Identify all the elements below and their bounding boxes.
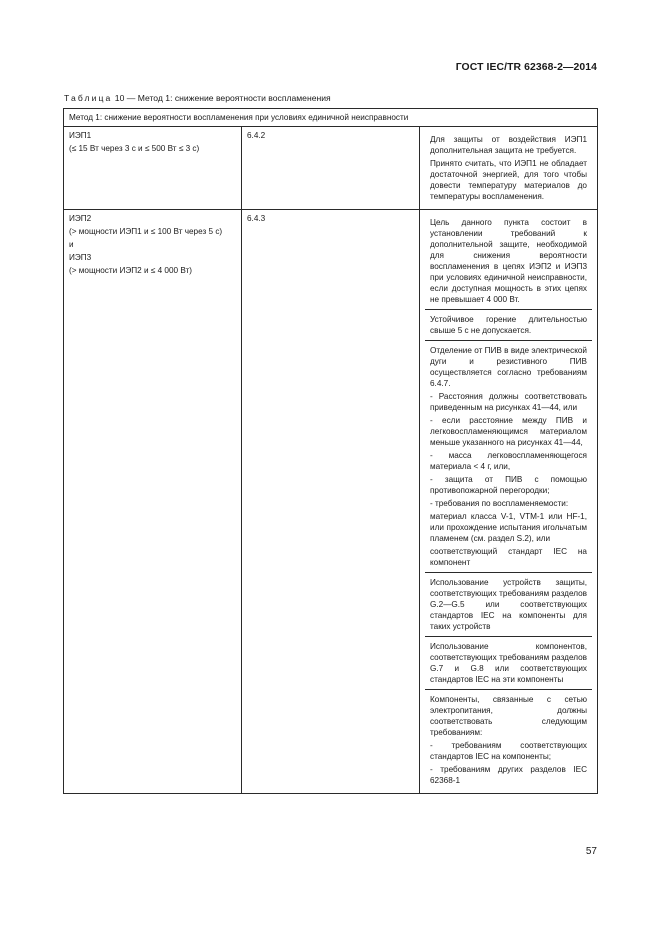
requirement-block <box>425 340 592 572</box>
requirement-text: - если расстояние между ПИВ и легковоспламеняющимся материалом меньше указанного на рисунках 41—44, <box>430 416 587 447</box>
merged-header-cell: Метод 1: снижение вероятности воспламенения при условиях единичной неисправности <box>64 109 598 127</box>
requirement-text: Для защиты от воздействия ИЭП1 дополнительная защита не требуется. <box>430 135 587 155</box>
energy-class-line: ИЭП2 <box>69 214 92 223</box>
requirement-text: - Расстояния должны соответствовать приведенным на рисунках 41—44, или <box>430 392 587 412</box>
energy-class-cell <box>64 210 242 794</box>
table-row <box>64 210 598 794</box>
requirement-text: - требованиям других разделов IEC 62368-1 <box>430 765 587 785</box>
requirement-text: Использование компонентов, соответствующих требованиям разделов G.7 и G.8 или соответствующих стандартов IEC на эти компоненты <box>430 642 587 684</box>
energy-class-line: (> мощности ИЭП1 и ≤ 100 Вт через 5 с) <box>69 227 223 236</box>
table-caption-label: Таблица <box>64 93 113 103</box>
energy-class-cell <box>64 127 242 210</box>
requirement-text: - требования по воспламеняемости: <box>430 499 569 508</box>
requirement-text: материал класса V-1, VTM-1 или HF-1, или прохождение испытания игольчатым пламенем (см. раздел S.2), или <box>430 512 587 543</box>
method-table <box>63 108 598 794</box>
page-number: 57 <box>585 846 597 857</box>
requirement-text: Цель данного пункта состоит в установлении требований к дополнительной защите, необходимой для снижения вероятности воспламенения в цепях ИЭП2 и ИЭП3 при условиях единичной неисправности, если доступная мощность в этих цепях не превышает 4 000 Вт. <box>430 218 587 304</box>
document-header-id: ГОСТ IEC/TR 62368-2—2014 <box>455 62 597 73</box>
energy-class-line: ИЭП1 <box>69 131 92 140</box>
requirements-cell <box>420 210 598 794</box>
table-caption-text: 10 — Метод 1: снижение вероятности воспламенения <box>112 93 331 103</box>
requirement-text: - требованиям соответствующих стандартов IEC на компоненты; <box>430 741 587 761</box>
requirement-block <box>425 636 592 689</box>
requirements-cell <box>420 127 598 210</box>
requirement-text: Компоненты, связанные с сетью электропитания, должны соответствовать следующим требованиям: <box>430 695 587 737</box>
requirement-text: - масса легковоспламеняющегося материала < 4 г, или, <box>430 451 587 471</box>
requirement-text: Устойчивое горение длительностью свыше 5 с не допускается. <box>430 315 587 335</box>
requirement-text: Использование устройств защиты, соответствующих требованиям разделов G.2—G.5 или соответствующих стандартов IEC на компоненты для таких устройств <box>430 578 587 631</box>
energy-class-line: (≤ 15 Вт через 3 с и ≤ 500 Вт ≤ 3 с) <box>69 144 200 153</box>
requirement-block <box>425 130 592 206</box>
clause-cell: 6.4.3 <box>242 210 420 794</box>
requirement-block <box>425 213 592 309</box>
requirement-text: - защита от ПИВ с помощью противопожарной перегородки; <box>430 475 587 495</box>
clause-cell: 6.4.2 <box>242 127 420 210</box>
table-row <box>64 127 598 210</box>
requirement-text: Принято считать, что ИЭП1 не обладает достаточной энергией, для того чтобы довести температуру материалов до температуры воспламенения. <box>430 159 587 201</box>
table-row-header <box>64 109 598 127</box>
energy-class-line: (> мощности ИЭП2 и ≤ 4 000 Вт) <box>69 266 192 275</box>
requirement-block <box>425 689 592 790</box>
requirement-block <box>425 309 592 340</box>
requirement-text: соответствующий стандарт IEC на компонент <box>430 547 587 567</box>
requirement-block <box>425 572 592 636</box>
table-caption <box>64 93 331 103</box>
requirement-text: Отделение от ПИВ в виде электрической дуги и резистивного ПИВ осуществляется согласно требованиям 6.4.7. <box>430 346 587 388</box>
energy-class-line: ИЭП3 <box>69 253 92 262</box>
energy-class-line: и <box>69 240 74 249</box>
